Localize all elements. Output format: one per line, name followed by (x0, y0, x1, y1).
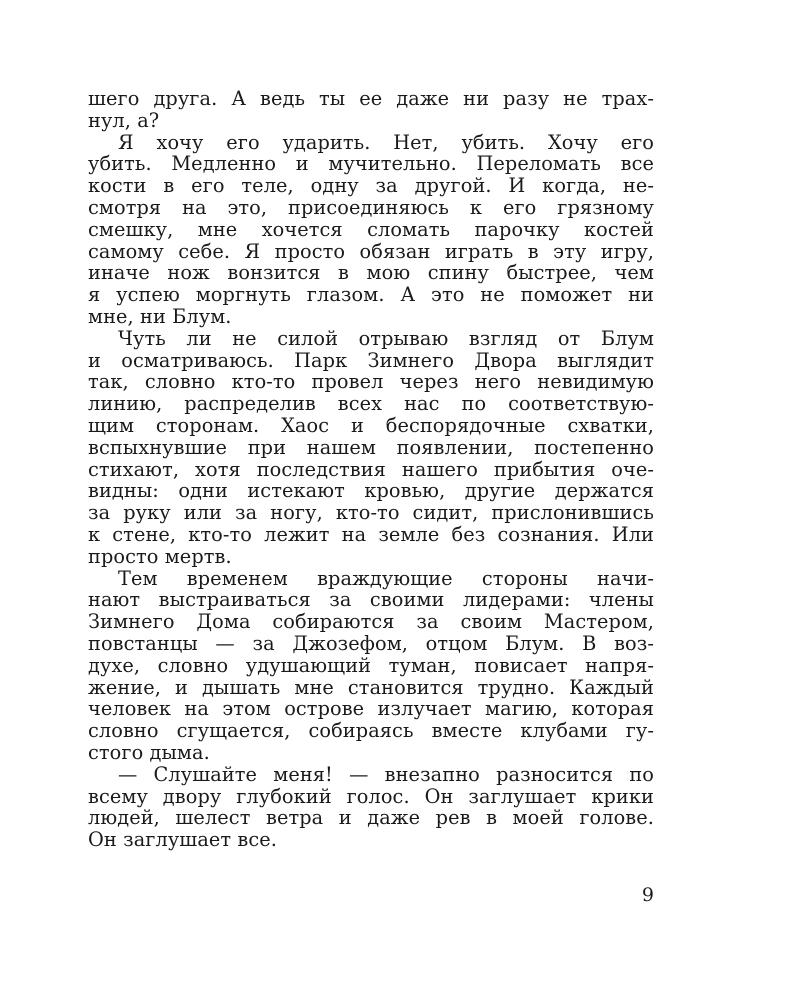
text-line: Зимнего Дома собираются за своим Мастером, (88, 610, 654, 634)
text-line: Я хочу его ударить. Нет, убить. Хочу его (118, 130, 654, 154)
text-line: линию, распределив всех нас по соответствую- (88, 392, 654, 416)
text-line: повстанцы — за Джозефом, отцом Блум. В воз- (88, 631, 654, 655)
text-line: жение, и дышать мне становится трудно. Каждый (88, 675, 654, 699)
text-line: вспыхнувшие при нашем появлении, постепенно (88, 435, 654, 459)
text-line: духе, словно удушающий туман, повисает напря- (88, 653, 654, 677)
text-line: к стене, кто-то лежит на земле без сознания. Или (88, 522, 654, 546)
text-line: Чуть ли не силой отрываю взгляд от Блум (118, 326, 654, 350)
text-line: Он заглушает все. (88, 828, 278, 852)
text-line: иначе нож вонзится в мою спину быстрее, чем (88, 261, 654, 285)
text-line: убить. Медленно и мучительно. Переломать все (88, 152, 654, 176)
text-line: кости в его теле, одну за другой. И когда, не- (88, 174, 654, 198)
text-line: всему двору глубокий голос. Он заглушает крики (88, 784, 654, 808)
text-line: и осматриваюсь. Парк Зимнего Двора выглядит (88, 348, 654, 372)
text-line: шего друга. А ведь ты ее даже ни разу не трах- (88, 87, 654, 110)
text-line: смотря на это, присоединяюсь к его грязному (88, 195, 654, 219)
page-number: 9 (641, 884, 654, 906)
body-text (88, 88, 654, 851)
text-line: нают выстраиваться за своими лидерами: члены (88, 588, 654, 612)
text-line: так, словно кто-то провел через него невидимую (88, 370, 654, 394)
text-line: Тем временем враждующие стороны начи- (118, 566, 654, 590)
text-line: людей, шелест ветра и даже рев в моей голове. (88, 806, 654, 830)
text-line: видны: одни истекают кровью, другие держатся (88, 479, 654, 503)
text-line: словно сгущается, собираясь вместе клубами гу- (88, 719, 654, 743)
text-line: мне, ни Блум. (88, 304, 232, 328)
text-line: просто мертв. (88, 544, 232, 568)
text-line: — Слушайте меня! — внезапно разносится по (118, 762, 654, 786)
text-line: человек на этом острове излучает магию, которая (88, 697, 654, 721)
text-line: стого дыма. (88, 740, 210, 764)
text-line: нул, а? (88, 108, 160, 132)
text-line: самому себе. Я просто обязан играть в эту игру, (88, 239, 654, 263)
text-line: стихают, хотя последствия нашего прибытия оче- (88, 457, 654, 481)
text-line: смешку, мне хочется сломать парочку костей (88, 217, 654, 241)
text-line: я успею моргнуть глазом. А это не поможет ни (88, 283, 654, 307)
text-line: щим сторонам. Хаос и беспорядочные схватки, (88, 413, 654, 437)
text-line: за руку или за ногу, кто-то сидит, прислонившись (88, 501, 654, 525)
